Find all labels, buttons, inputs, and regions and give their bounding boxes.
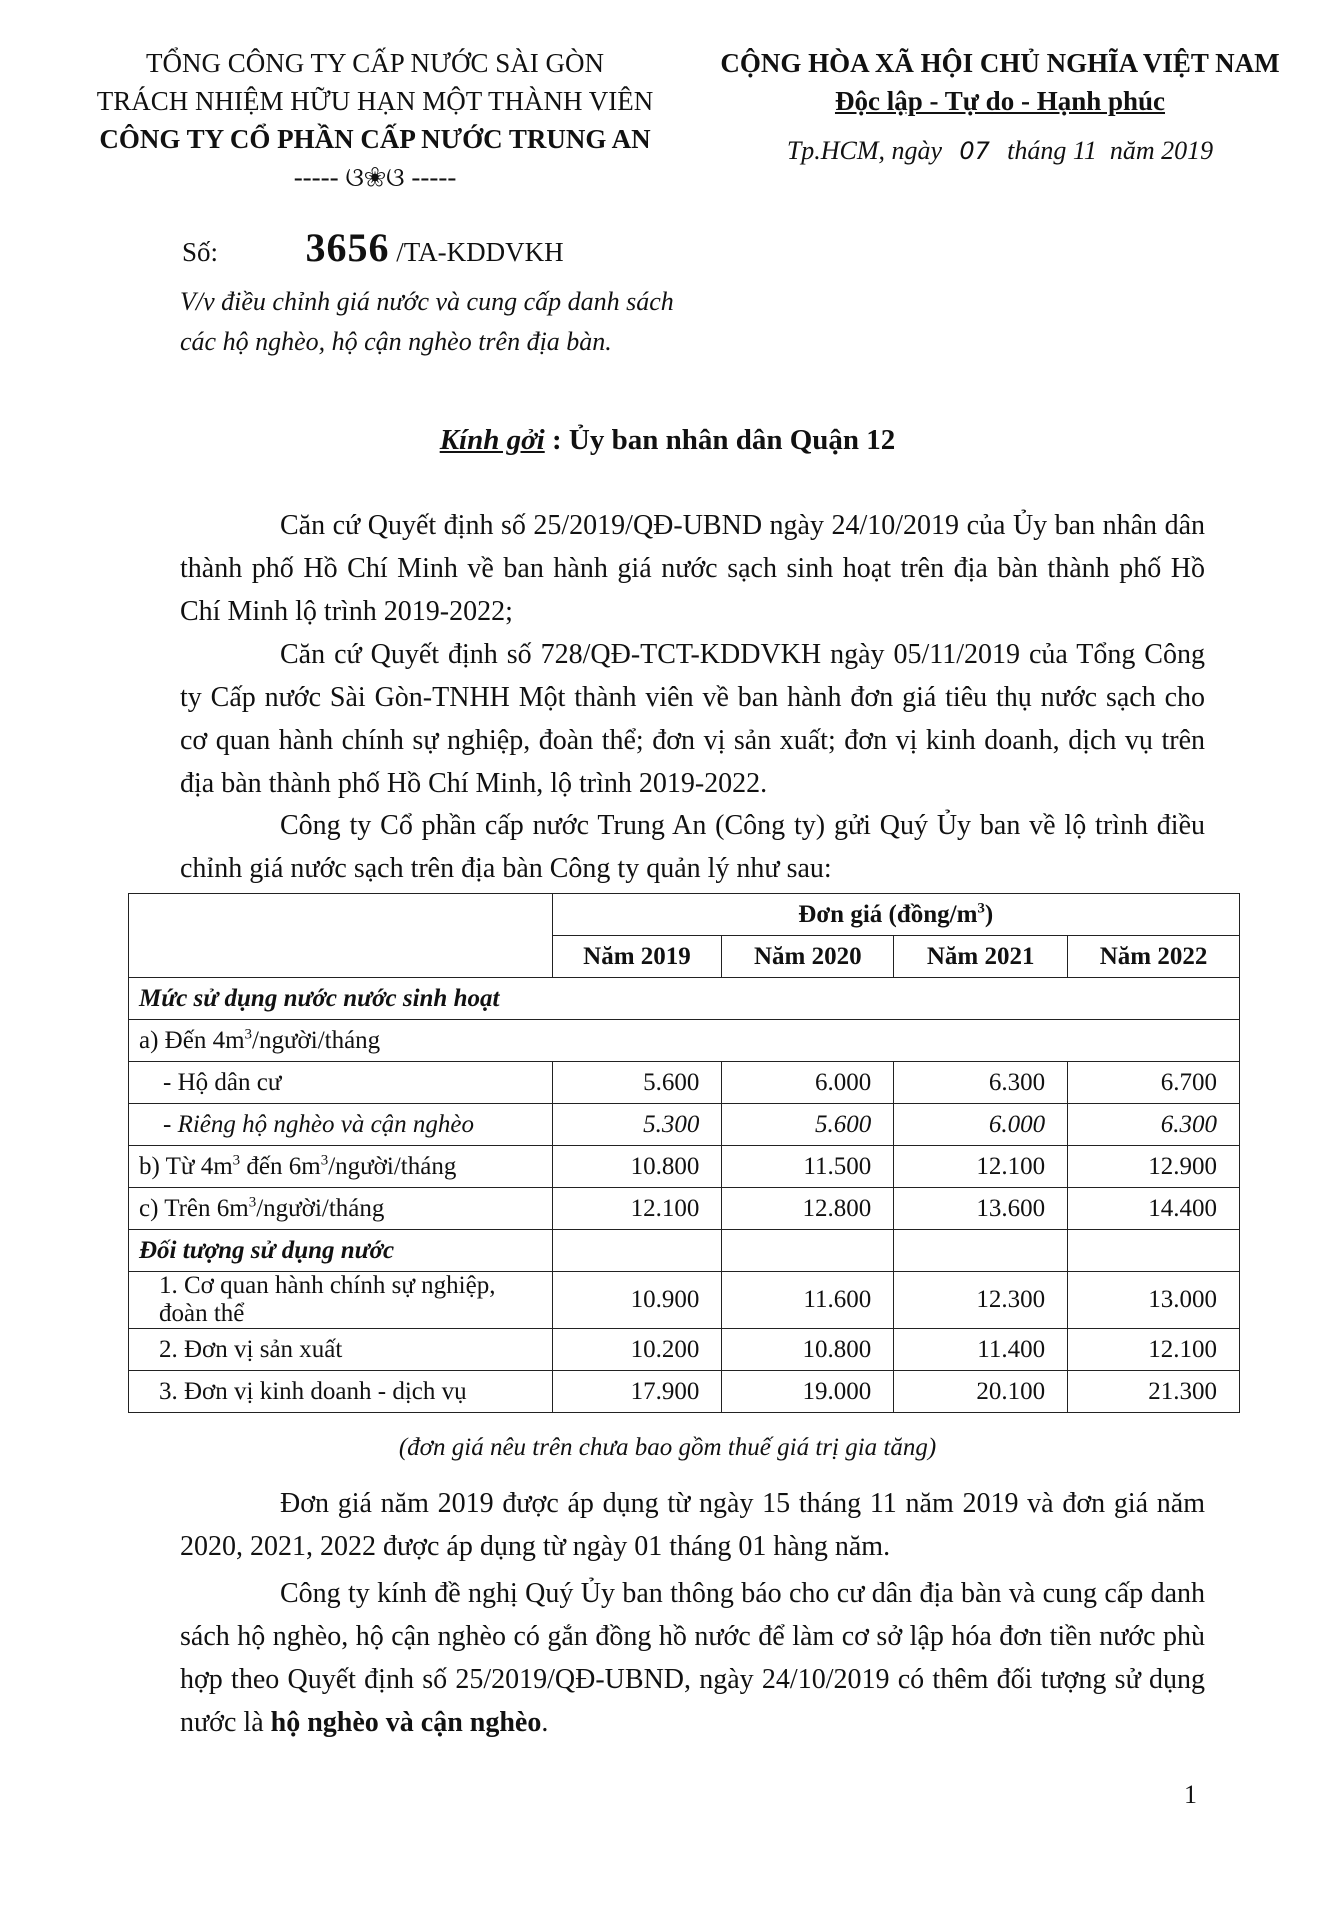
table-row (129, 1020, 1240, 1062)
table-cell: 10.800 (552, 1146, 722, 1188)
section-user-types: Đối tượng sử dụng nước (129, 1230, 553, 1272)
request-emphasis: hộ nghèo và cận nghèo (270, 1707, 542, 1738)
table-cell: 6.700 (1068, 1062, 1240, 1104)
table-row (129, 1062, 1240, 1104)
issuing-organization (80, 44, 670, 196)
table-cell: 21.300 (1068, 1371, 1240, 1413)
table-cell: 12.300 (894, 1272, 1068, 1329)
tier-c-sup1: 3 (248, 1194, 257, 1211)
document-number-label: Số: (182, 237, 219, 267)
row-label: - Riêng hộ nghèo và cận nghèo (129, 1104, 553, 1146)
table-cell: 10.800 (722, 1329, 894, 1371)
table-cell: 17.900 (552, 1371, 722, 1413)
national-header (700, 44, 1300, 170)
greeting-sep: : (544, 424, 569, 456)
year-header: Năm 2022 (1068, 936, 1240, 978)
table-row (129, 1329, 1240, 1371)
table-cell: 12.900 (1068, 1146, 1240, 1188)
unit-price-header (552, 894, 1239, 936)
table-cell: 12.100 (1068, 1329, 1240, 1371)
paragraph-legal-basis-2: Căn cứ Quyết định số 728/QĐ-TCT-KDDVKH ngày 05/11/2019 của Tổng Công ty Cấp nước Sài Gòn-TNHH Một thành viên về ban hành đơn giá tiêu thụ nước sạch cho cơ quan hành chính sự nghiệp, đoàn thể; đơn vị sản xuất; đơn vị kinh doanh, dịch vụ trên địa bàn thành phố Hồ Chí Minh, lộ trình 2019-2022. (180, 639, 1205, 799)
table-cell (722, 1230, 894, 1272)
document-number (182, 224, 564, 271)
tier-a-rest: /người/tháng (252, 1026, 381, 1054)
tier-a-sup: 3 (244, 1026, 253, 1043)
table-cell (1068, 1230, 1240, 1272)
table-cell: 12.800 (722, 1188, 894, 1230)
page-number: 1 (1184, 1780, 1197, 1809)
year-header: Năm 2021 (894, 936, 1068, 978)
table-cell: 13.000 (1068, 1272, 1240, 1329)
subject-line1: V/v điều chỉnh giá nước và cung cấp danh sách (180, 287, 674, 316)
paragraph-effective-dates: Đơn giá năm 2019 được áp dụng từ ngày 15 tháng 11 năm 2019 và đơn giá năm 2020, 2021, 2022 được áp dụng từ ngày 01 tháng 01 hàng năm. (180, 1488, 1205, 1562)
paragraph-intro-table: Công ty Cổ phần cấp nước Trung An (Công ty) gửi Quý Ủy ban về lộ trình điều chỉnh giá nước sạch trên địa bàn Công ty quản lý như sau: (180, 810, 1205, 884)
table-cell: 11.400 (894, 1329, 1068, 1371)
table-section-row (129, 978, 1240, 1020)
table-cell: 12.100 (552, 1188, 722, 1230)
date-year: năm 2019 (1109, 136, 1214, 165)
price-table (128, 893, 1240, 1413)
row-label: - Hộ dân cư (129, 1062, 553, 1104)
unit-price-header-sup: 3 (977, 900, 985, 917)
tier-b-sup2: 3 (320, 1152, 329, 1169)
tier-a-text: a) Đến 4m (139, 1026, 245, 1054)
tier-b-sup1: 3 (232, 1152, 241, 1169)
tier-b-text3: /người/tháng (328, 1152, 457, 1180)
place-date (700, 132, 1300, 170)
request-end: . (541, 1707, 549, 1738)
table-cell: 20.100 (894, 1371, 1068, 1413)
table-row (129, 1188, 1240, 1230)
unit-price-header-text: Đơn giá (đồng/m (798, 900, 978, 928)
table-cell: 6.000 (894, 1104, 1068, 1146)
table-cell: 13.600 (894, 1188, 1068, 1230)
subject-line2: các hộ nghèo, hộ cận nghèo trên địa bàn. (180, 327, 612, 356)
unit-price-header-close: ) (984, 900, 994, 928)
table-row (129, 1146, 1240, 1188)
date-day: 07 (959, 137, 990, 165)
request-text: Công ty kính đề nghị Quý Ủy ban thông báo cho cư dân địa bàn và cung cấp danh sách hộ nghèo, hộ cận nghèo có gắn đồng hồ nước để làm cơ sở lập hóa đơn tiền nước phù hợp theo Quyết định số 25/2019/QĐ-UBND, ngày 24/10/2019 có thêm đối tượng sử dụng nước là (180, 1578, 1205, 1738)
table-cell: 5.600 (722, 1104, 894, 1146)
table-section-row (129, 1230, 1240, 1272)
table-corner-cell (129, 894, 553, 978)
year-header: Năm 2020 (722, 936, 894, 978)
table-cell: 10.200 (552, 1329, 722, 1371)
table-cell: 11.500 (722, 1146, 894, 1188)
year-header: Năm 2019 (552, 936, 722, 978)
row-label: 1. Cơ quan hành chính sự nghiệp, đoàn thể (129, 1272, 553, 1329)
tier-b-text1: b) Từ 4m (139, 1152, 233, 1180)
row-label: 3. Đơn vị kinh doanh - dịch vụ (129, 1371, 553, 1413)
ornament: ----- ଓ❀ଓ ----- (293, 162, 457, 192)
table-cell: 6.000 (722, 1062, 894, 1104)
table-cell: 10.900 (552, 1272, 722, 1329)
tier-b-text2: đến 6m (240, 1152, 321, 1180)
table-cell: 11.600 (722, 1272, 894, 1329)
place-date-prefix: Tp.HCM, ngày (786, 136, 943, 165)
table-cell (894, 1230, 1068, 1272)
parent-org-line2: TRÁCH NHIỆM HỮU HẠN MỘT THÀNH VIÊN (96, 86, 654, 116)
company-name: CÔNG TY CỔ PHẦN CẤP NƯỚC TRUNG AN (99, 124, 651, 154)
table-row (129, 1272, 1240, 1329)
table-cell (552, 1230, 722, 1272)
tier-c-text1: c) Trên 6m (139, 1194, 249, 1222)
greeting-label: Kính gởi (439, 424, 545, 456)
row-label (129, 1146, 553, 1188)
tier-c-text2: /người/tháng (256, 1194, 385, 1222)
country-name: CỘNG HÒA XÃ HỘI CHỦ NGHĨA VIỆT NAM (720, 48, 1280, 78)
section-household-usage: Mức sử dụng nước nước sinh hoạt (129, 978, 1240, 1020)
greeting (0, 424, 1335, 457)
tier-a-label (129, 1020, 1240, 1062)
date-month: tháng 11 (1007, 136, 1097, 165)
table-cell: 19.000 (722, 1371, 894, 1413)
national-motto: Độc lập - Tự do - Hạnh phúc (834, 86, 1166, 116)
greeting-recipient: Ủy ban nhân dân Quận 12 (568, 424, 896, 456)
document-number-value: 3656 (305, 225, 390, 270)
parent-org-line1: TỔNG CÔNG TY CẤP NƯỚC SÀI GÒN (146, 48, 604, 78)
paragraph-legal-basis-1: Căn cứ Quyết định số 25/2019/QĐ-UBND ngày 24/10/2019 của Ủy ban nhân dân thành phố Hồ Chí Minh về ban hành giá nước sạch sinh hoạt trên địa bàn thành phố Hồ Chí Minh lộ trình 2019-2022; (180, 510, 1205, 627)
document-subject (180, 282, 800, 362)
row-label: 2. Đơn vị sản xuất (129, 1329, 553, 1371)
table-header-row (129, 894, 1240, 936)
vat-note: (đơn giá nêu trên chưa bao gồm thuế giá trị gia tăng) (398, 1434, 937, 1461)
table-row (129, 1104, 1240, 1146)
table-cell: 12.100 (894, 1146, 1068, 1188)
row-label (129, 1188, 553, 1230)
table-cell: 6.300 (1068, 1104, 1240, 1146)
table-row (129, 1371, 1240, 1413)
table-cell: 6.300 (894, 1062, 1068, 1104)
document-number-suffix: /TA-KDDVKH (396, 237, 564, 267)
table-cell: 5.600 (552, 1062, 722, 1104)
paragraph-request (180, 1572, 1205, 1744)
table-cell: 14.400 (1068, 1188, 1240, 1230)
table-cell: 5.300 (552, 1104, 722, 1146)
